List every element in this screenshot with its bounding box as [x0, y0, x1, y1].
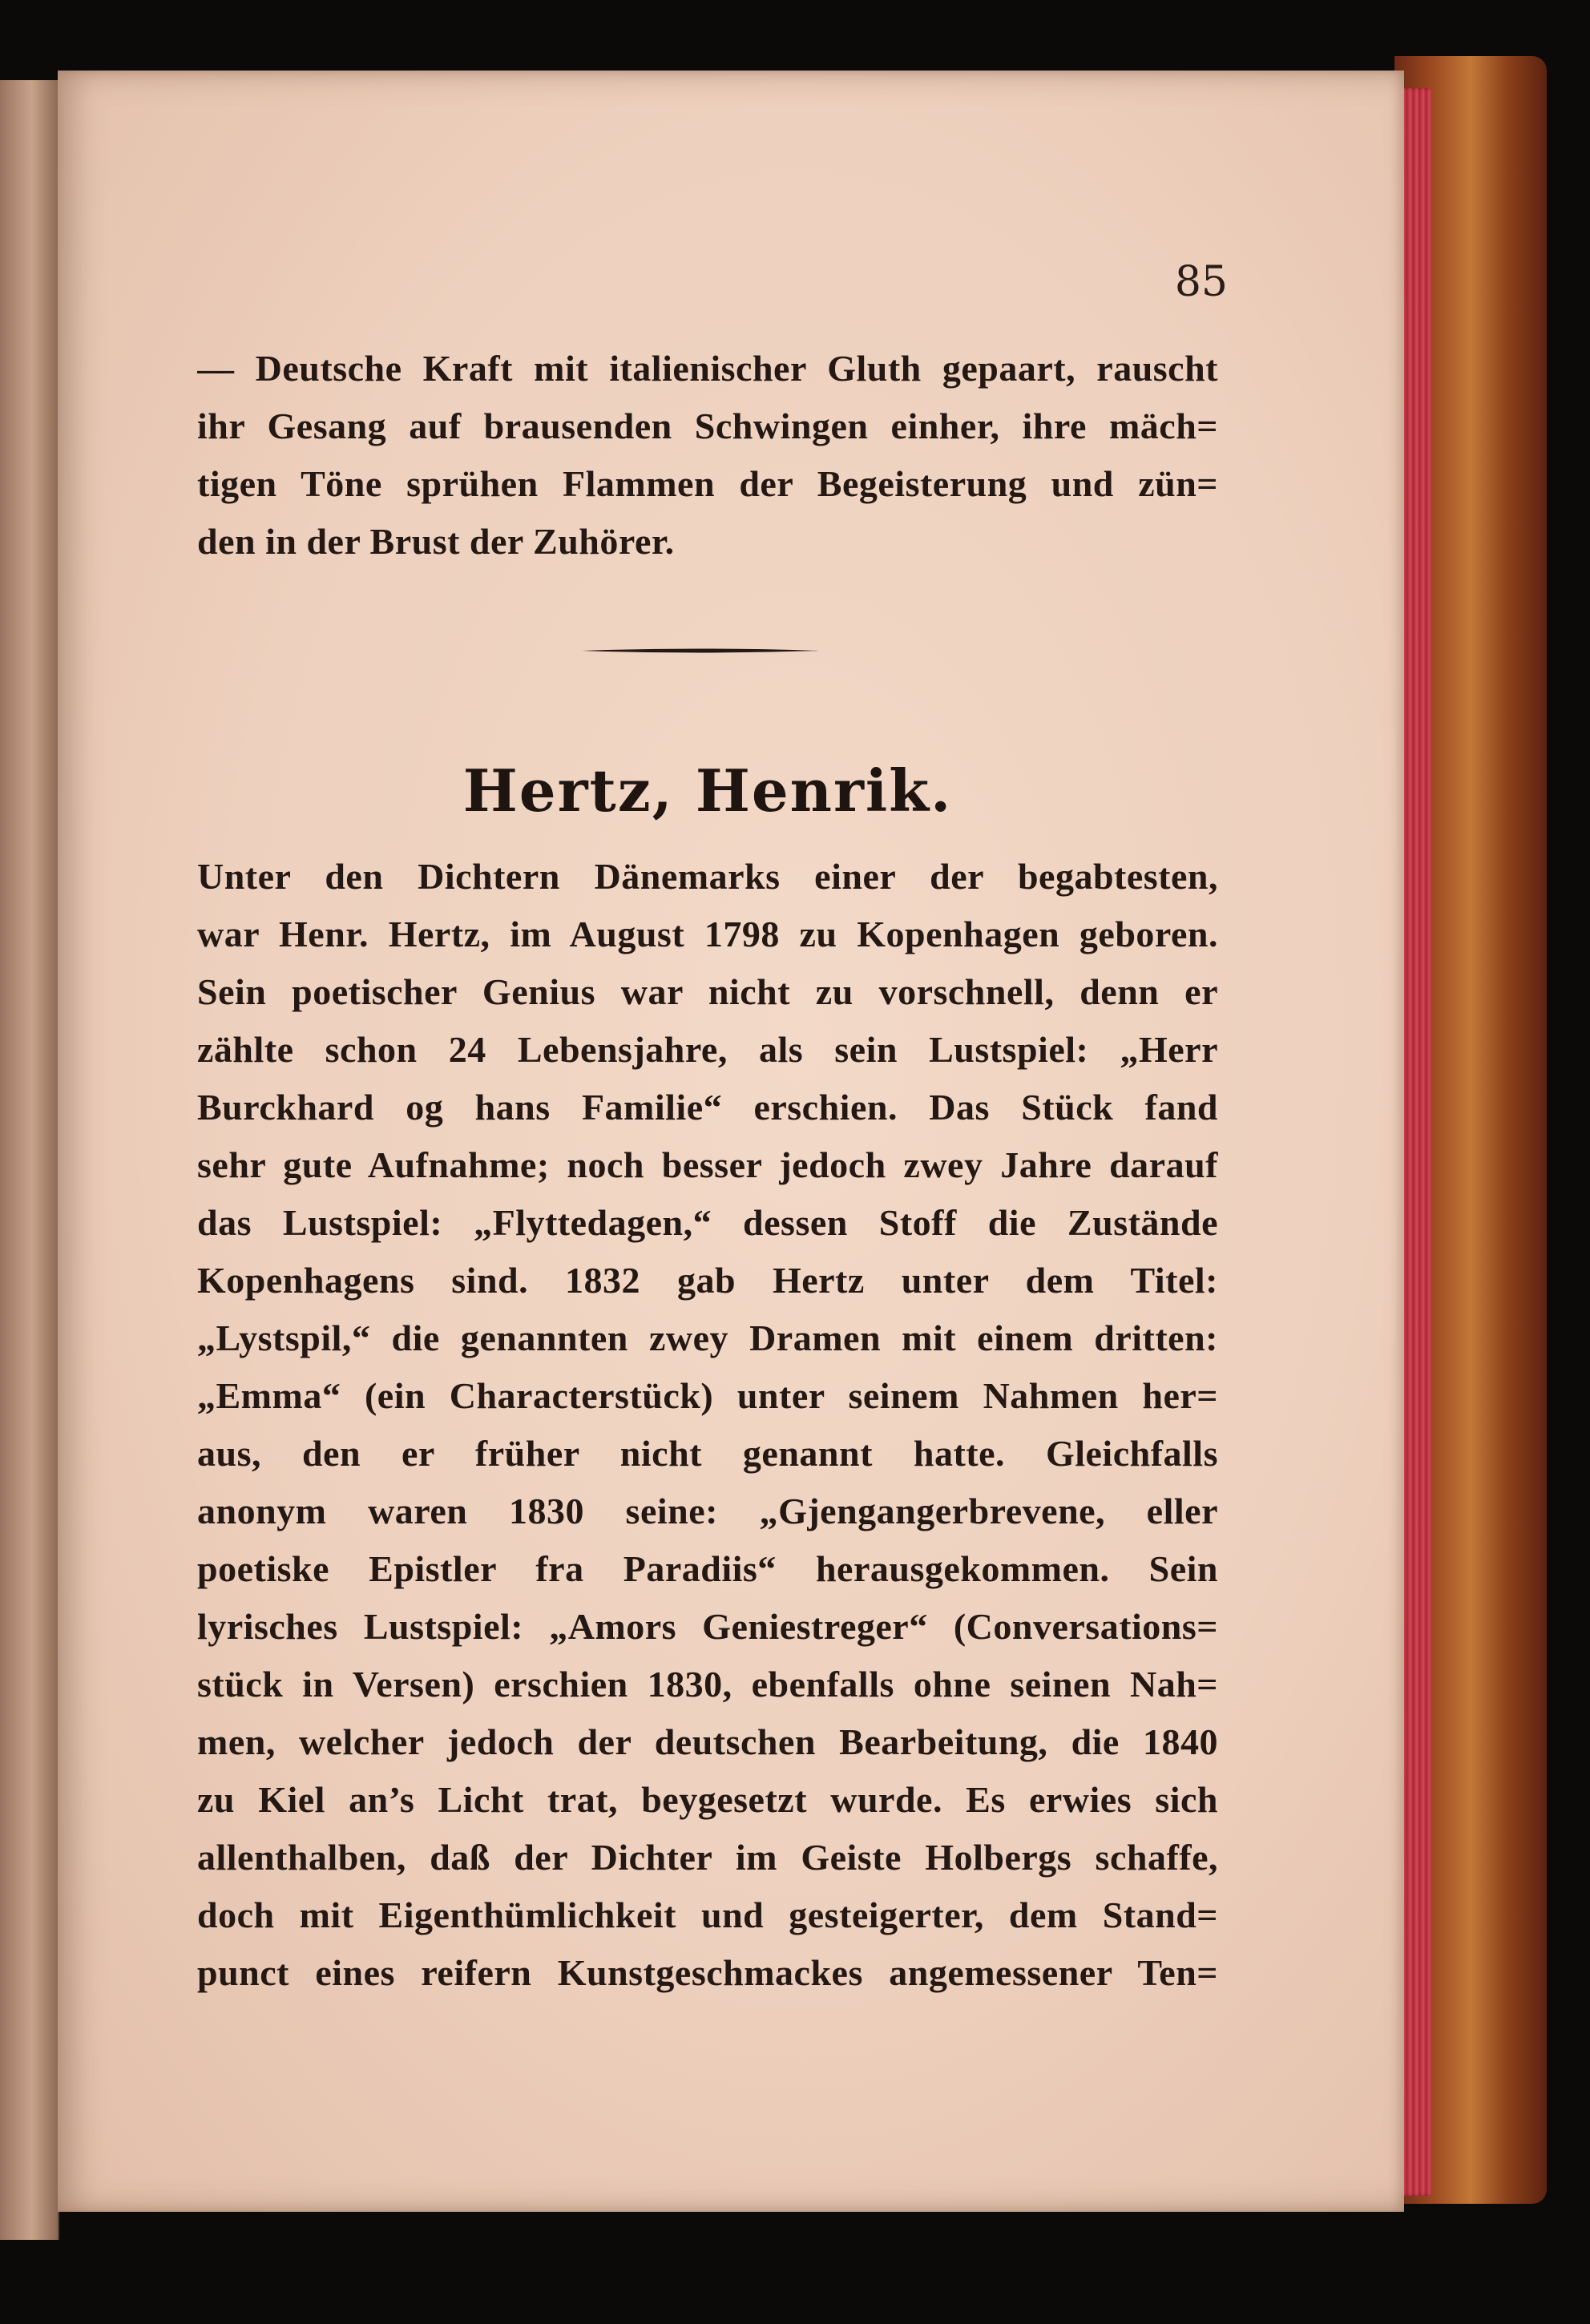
text-line: men, welcher jedoch der deutschen Bearbeitung, die 1840: [197, 1721, 1218, 1762]
text-line: tigen Töne sprühen Flammen der Begeisterung und zün=: [197, 463, 1218, 504]
page-number: 85: [1174, 258, 1228, 306]
intro-paragraph: [197, 340, 1218, 571]
text-line: zu Kiel an’s Licht trat, beygesetzt wurde. Es erwies sich: [197, 1779, 1218, 1820]
section-heading: Hertz, Henrik.: [462, 757, 953, 825]
text-line: aus, den er früher nicht genannt hatte. Gleichfalls: [197, 1433, 1218, 1474]
text-line: stück in Versen) erschien 1830, ebenfalls ohne seinen Nah=: [197, 1664, 1218, 1705]
text-line: das Lustspiel: „Flyttedagen,“ dessen Stoff die Zustände: [197, 1202, 1218, 1243]
text-line: Unter den Dichtern Dänemarks einer der begabtesten,: [197, 856, 1218, 897]
text-line: — Deutsche Kraft mit italienischer Gluth gepaart, rauscht: [197, 348, 1218, 389]
text-line: sehr gute Aufnahme; noch besser jedoch zwey Jahre darauf: [197, 1144, 1218, 1185]
text-line: Burckhard og hans Familie“ erschien. Das Stück fand: [197, 1087, 1218, 1128]
text-line: „Emma“ (ein Characterstück) unter seinem Nahmen her=: [197, 1375, 1218, 1416]
text-line: Kopenhagens sind. 1832 gab Hertz unter dem Titel:: [197, 1260, 1218, 1301]
page-edge-red: [1401, 88, 1431, 2196]
section-divider: [582, 647, 819, 655]
text-line: zählte schon 24 Lebensjahre, als sein Lustspiel: „Herr: [197, 1029, 1218, 1070]
text-line: lyrisches Lustspiel: „Amors Geniestreger“ (Conversations=: [197, 1606, 1218, 1647]
text-line: poetiske Epistler fra Paradiis“ herausgekommen. Sein: [197, 1548, 1218, 1589]
text-line: war Henr. Hertz, im August 1798 zu Kopenhagen geboren.: [197, 914, 1218, 954]
text-line: den in der Brust der Zuhörer.: [197, 521, 675, 562]
body-paragraph: [197, 848, 1218, 2002]
text-line: doch mit Eigenthümlichkeit und gesteigerter, dem Stand=: [197, 1894, 1218, 1935]
text-line: anonym waren 1830 seine: „Gjengangerbrevene, eller: [197, 1491, 1218, 1531]
previous-page-edge: [0, 80, 59, 2240]
text-line: „Lystspil,“ die genannten zwey Dramen mit einem dritten:: [197, 1317, 1218, 1358]
text-line: allenthalben, daß der Dichter im Geiste Holbergs schaffe,: [197, 1837, 1218, 1878]
text-line: punct eines reifern Kunstgeschmackes angemessener Ten=: [197, 1952, 1218, 1993]
text-line: Sein poetischer Genius war nicht zu vorschnell, denn er: [197, 971, 1218, 1012]
text-line: ihr Gesang auf brausenden Schwingen einher, ihre mäch=: [197, 405, 1218, 446]
